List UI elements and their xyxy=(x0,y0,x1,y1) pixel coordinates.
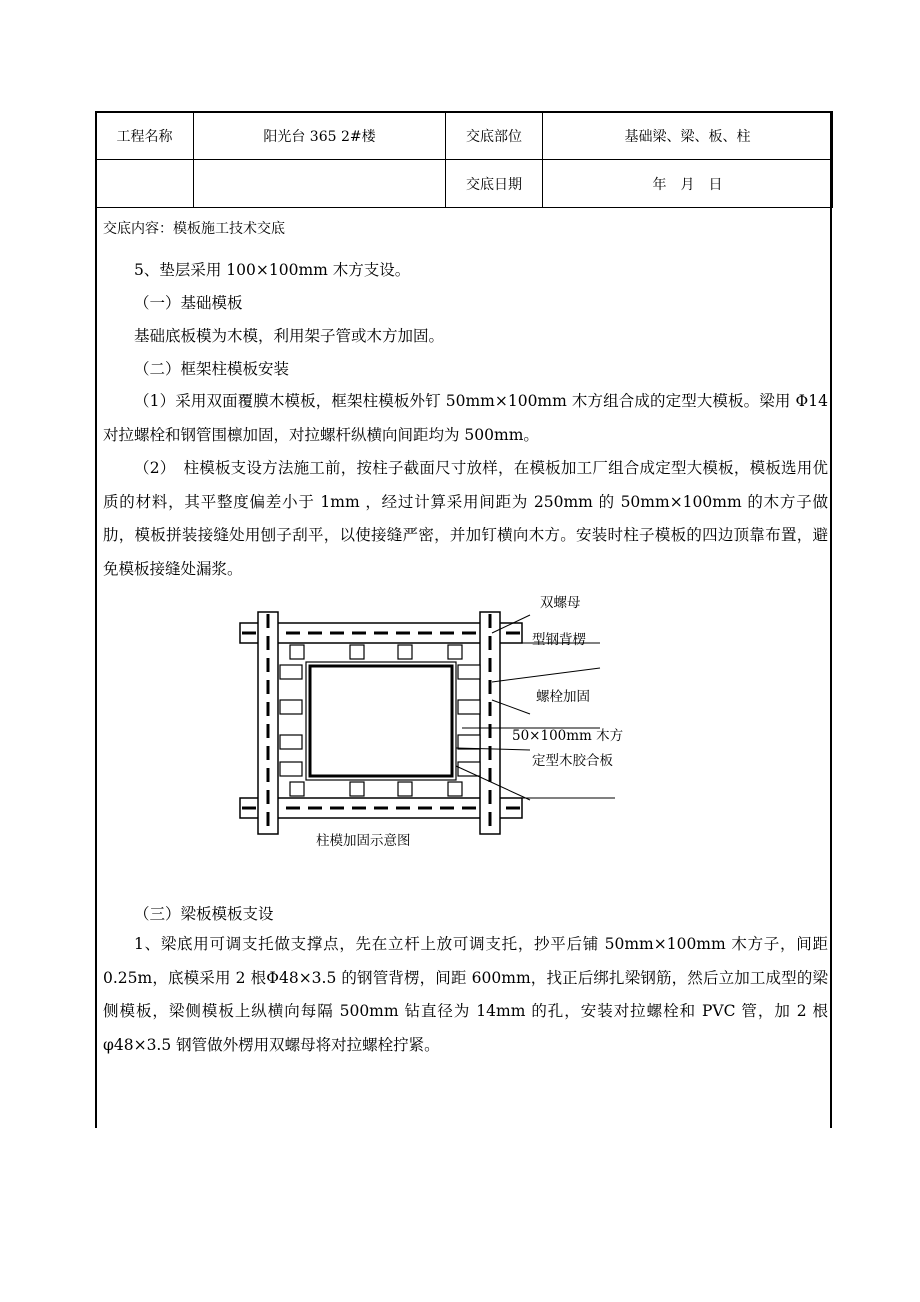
project-name-value: 阳光台 365 2#楼 xyxy=(194,112,446,160)
label-bolt: 螺栓加固 xyxy=(536,689,590,705)
disclosure-part-label: 交底部位 xyxy=(446,112,543,160)
label-plywood: 定型木胶合板 xyxy=(532,753,613,769)
plywood-panel xyxy=(310,666,452,776)
label-timber: 50×100mm 木方 xyxy=(512,728,624,744)
section-2-paragraph-1: （1）采用双面覆膜木模板，框架柱模板外钉 50mm×100mm 木方组合成的定型大模板。梁用 Φ14 对拉螺栓和钢管围檩加固，对拉螺杆纵横向间距均为 500mm。 xyxy=(103,392,828,444)
section-3-paragraph-1: 1、梁底用可调支托做支撑点，先在立杆上放可调支托，抄平后铺 50mm×100mm 木方子，间距 0.25m，底模采用 2 根Φ48×3.5 的钢管背楞，间距 600mm，找正后绑扎梁钢筋，然后立加工成型的梁侧模板，梁侧模板上纵横向每隔 500mm 钻直径为 14mm 的孔，安装对拉螺栓和 PVC 管，加 2 根 φ48×3.5 钢管做外楞用双螺母将对拉螺栓拧紧。 xyxy=(103,935,828,1054)
empty-cell-2 xyxy=(194,160,446,208)
column-formwork-diagram xyxy=(230,590,630,860)
label-steel-waler: 型钢背楞 xyxy=(532,632,586,648)
disclosure-part-value: 基础梁、梁、板、柱 xyxy=(543,112,833,160)
section-3-title: （三）梁板模板支设 xyxy=(134,905,274,923)
header-table xyxy=(95,111,833,208)
header-row-1 xyxy=(96,112,833,160)
item-5: 5、垫层采用 100×100mm 木方支设。 xyxy=(134,261,411,279)
disclosure-date-label: 交底日期 xyxy=(446,160,543,208)
section-1-text: 基础底板模为木模，利用架子管或木方加固。 xyxy=(134,327,445,345)
label-double-nut: 双螺母 xyxy=(540,595,581,611)
section-1-title: （一）基础模板 xyxy=(134,294,243,312)
disclosure-date-value: 年 月 日 xyxy=(543,160,833,208)
diagram-caption: 柱模加固示意图 xyxy=(316,833,411,849)
header-row-2 xyxy=(96,160,833,208)
section-2-paragraph-2: （2） 柱模板支设方法施工前，按柱子截面尺寸放样，在模板加工厂组合成定型大模板，模板选用优质的材料，其平整度偏差小于 1mm ，经过计算采用间距为 250mm 的 50mm×100mm 的木方子做肋，模板拼装接缝处用刨子刮平，以使接缝严密，并加钉横向木方。安装时柱子模板的四边顶靠布置，避免模板接缝处漏浆。 xyxy=(103,459,828,578)
section-2-title: （二）框架柱模板安装 xyxy=(134,360,290,378)
disclosure-subject: 交底内容：模板施工技术交底 xyxy=(103,221,285,237)
project-name-label: 工程名称 xyxy=(96,112,194,160)
empty-cell-1 xyxy=(96,160,194,208)
